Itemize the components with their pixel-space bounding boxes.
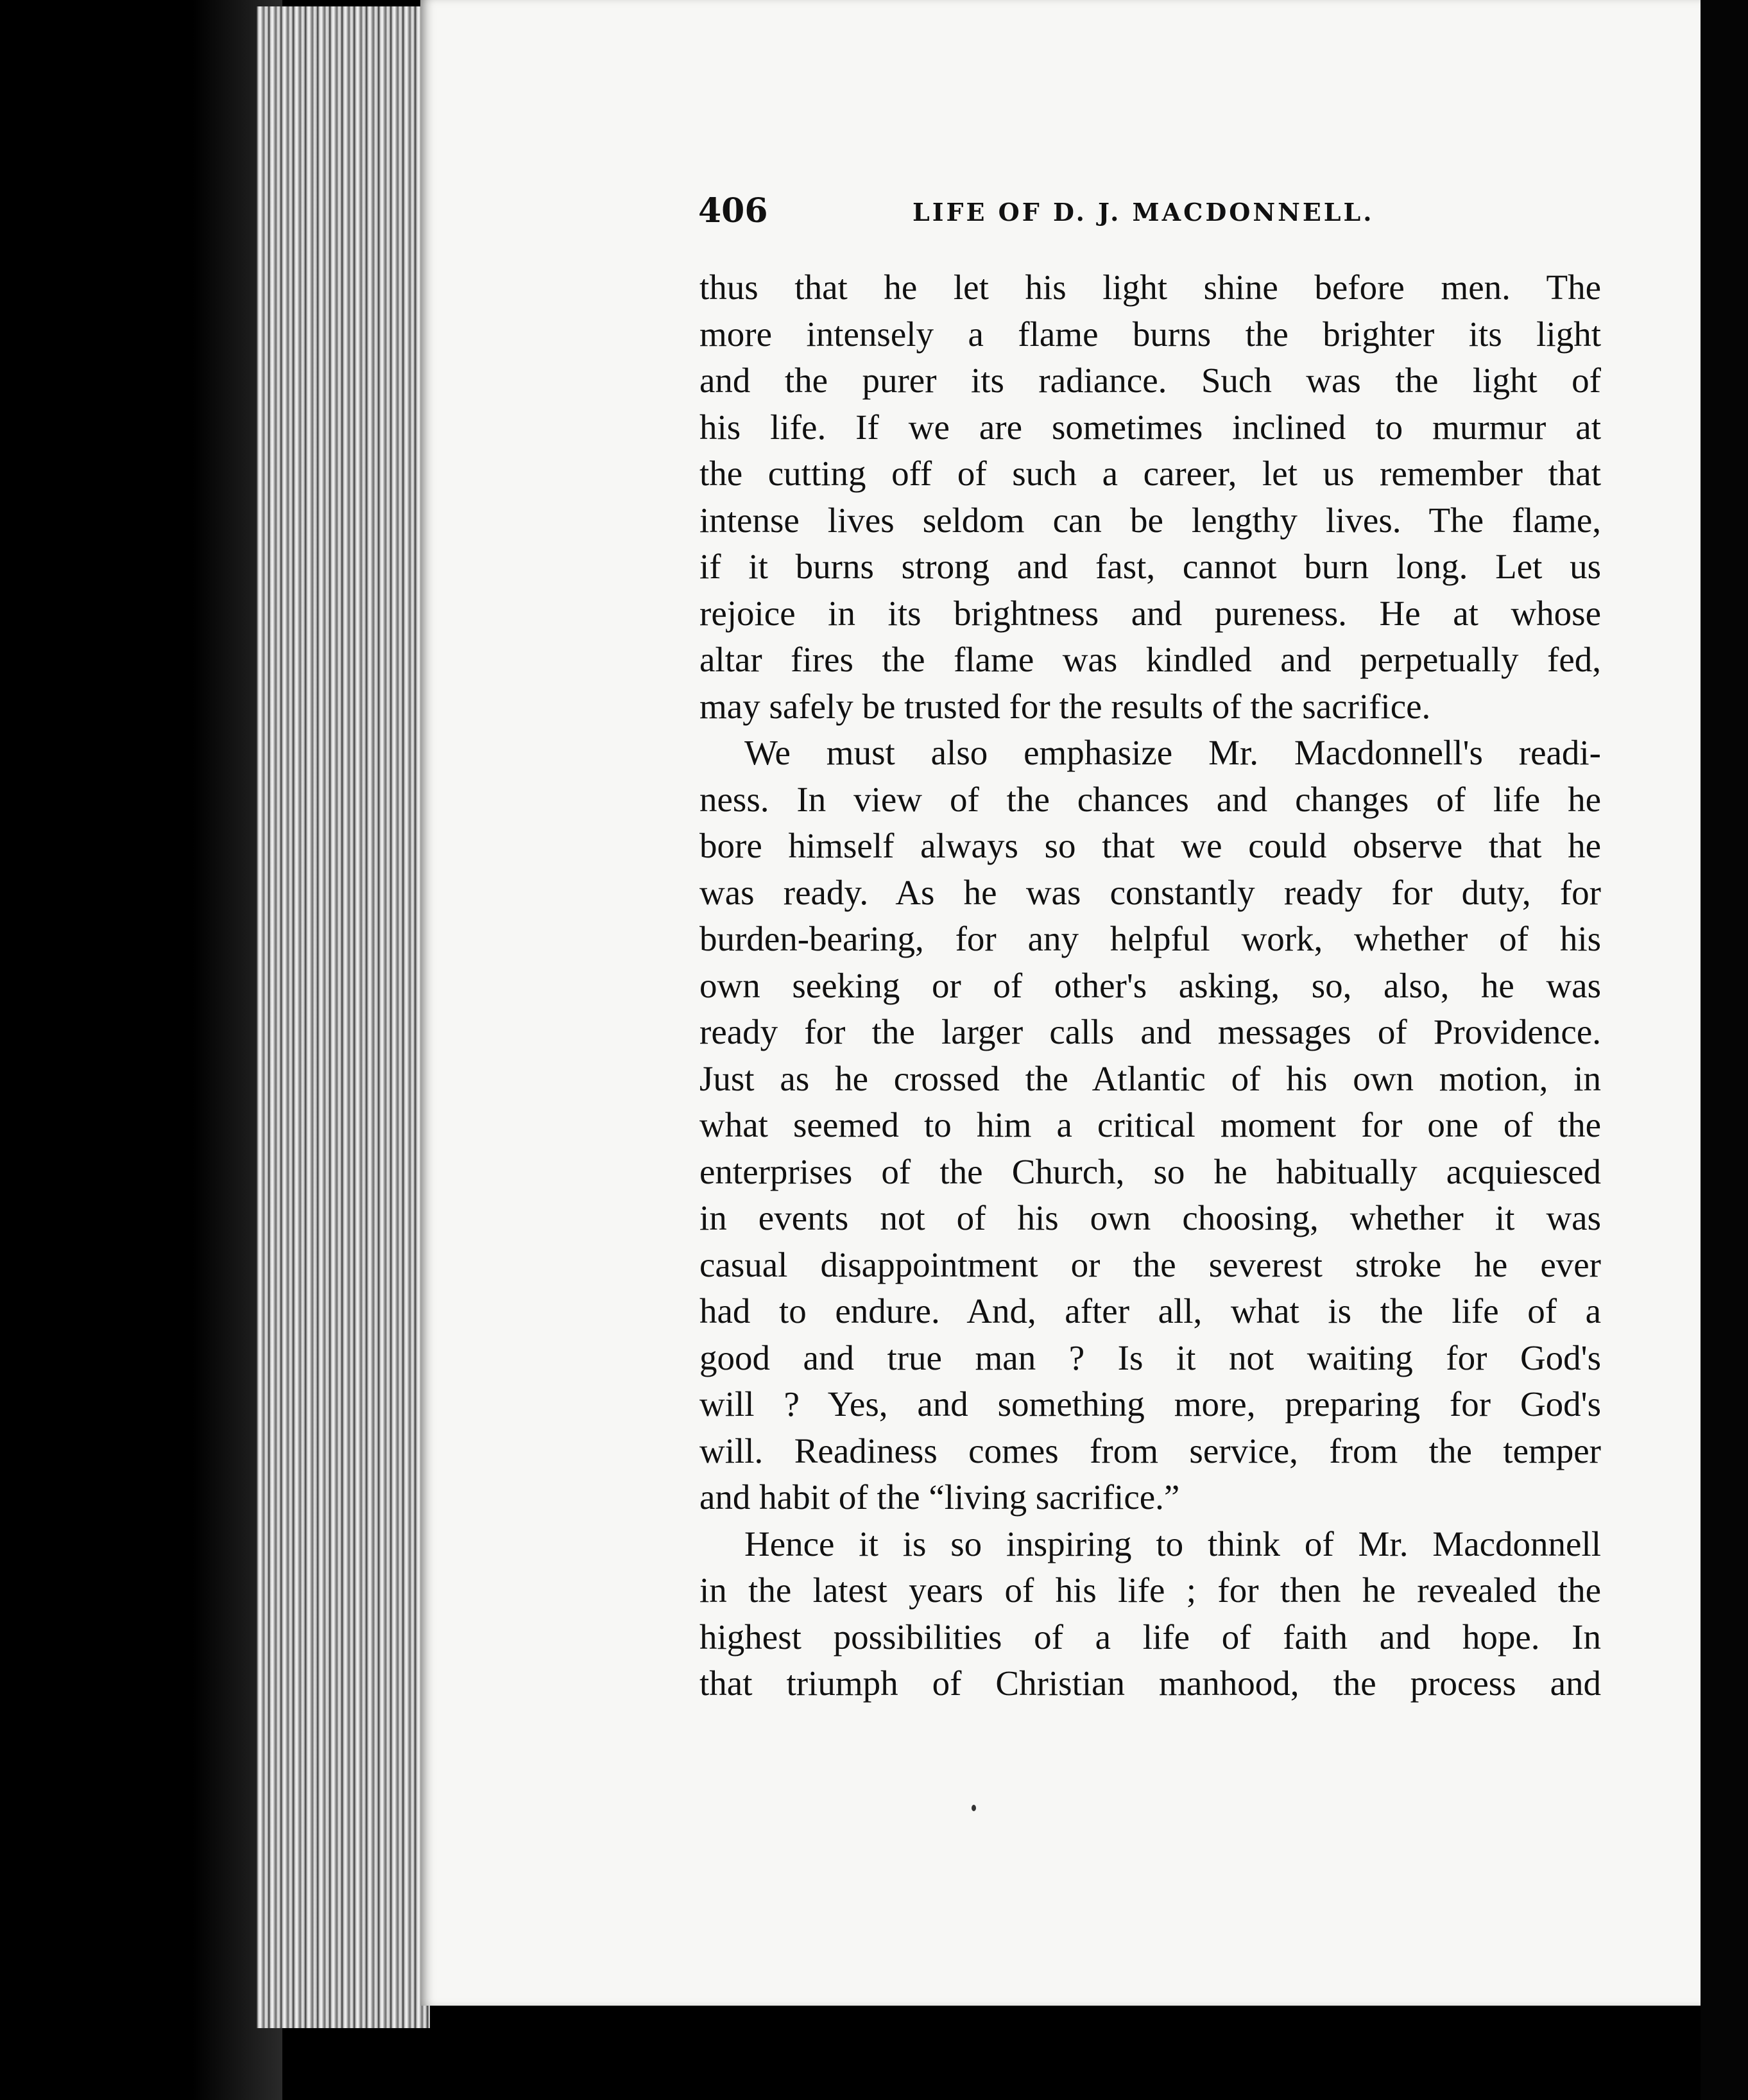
- paragraph-start-line: Hence it is so inspiring to think of Mr. Macdonnell: [744, 1524, 1601, 1563]
- text-line: good and true man ? Is it not waiting for God's: [699, 1338, 1601, 1377]
- text-line: Just as he crossed the Atlantic of his own motion, in: [699, 1058, 1601, 1098]
- running-head: LIFE OF D. J. MACDONNELL.: [913, 198, 1375, 227]
- text-line: will. Readiness comes from service, from the temper: [699, 1431, 1601, 1470]
- text-line: ready for the larger calls and messages of Providence.: [699, 1012, 1601, 1051]
- text-line: and the purer its radiance. Such was the light of: [699, 361, 1601, 400]
- text-line: in the latest years of his life ; for then he revealed the: [699, 1571, 1601, 1610]
- text-line: if it burns strong and fast, cannot burn long. Let us: [699, 547, 1601, 586]
- text-line: casual disappointment or the severest stroke he ever: [699, 1244, 1601, 1284]
- page-edges: [257, 6, 430, 2028]
- text-line: had to endure. And, after all, what is the life of a: [699, 1291, 1601, 1330]
- text-line: and habit of the “living sacrifice.”: [699, 1477, 1180, 1517]
- text-line: will ? Yes, and something more, preparing for God's: [699, 1384, 1601, 1424]
- text-line: what seemed to him a critical moment for one of the: [699, 1105, 1601, 1144]
- right-margin-strip: [1701, 0, 1748, 2100]
- text-line: thus that he let his light shine before men. The: [699, 268, 1601, 307]
- text-line: rejoice in its brightness and pureness. He at whose: [699, 593, 1601, 633]
- paragraph-start-line: We must also emphasize Mr. Macdonnell's readi-: [744, 733, 1601, 772]
- text-line: may safely be trusted for the results of the sacrifice.: [699, 686, 1431, 726]
- text-line: that triumph of Christian manhood, the process and: [699, 1664, 1601, 1703]
- ink-speck: [972, 1805, 976, 1811]
- text-line: more intensely a flame burns the brighter its light: [699, 314, 1601, 354]
- text-line: own seeking or of other's asking, so, also, he was: [699, 965, 1601, 1005]
- page-number: 406: [698, 191, 768, 230]
- text-line: his life. If we are sometimes inclined to murmur at: [699, 407, 1601, 447]
- text-line: was ready. As he was constantly ready for duty, for: [699, 872, 1601, 912]
- text-line: intense lives seldom can be lengthy lives. The flame,: [699, 500, 1601, 540]
- text-line: highest possibilities of a life of faith and hope. In: [699, 1617, 1601, 1657]
- body-text: [699, 264, 1601, 1707]
- text-line: ness. In view of the chances and changes of life he: [699, 779, 1601, 819]
- text-line: in events not of his own choosing, whether it was: [699, 1198, 1601, 1237]
- text-line: enterprises of the Church, so he habitually acquiesced: [699, 1151, 1601, 1191]
- text-line: bore himself always so that we could observe that he: [699, 826, 1601, 865]
- text-line: altar fires the flame was kindled and perpetually fed,: [699, 640, 1601, 679]
- text-line: burden-bearing, for any helpful work, whether of his: [699, 919, 1601, 958]
- text-line: the cutting off of such a career, let us remember that: [699, 454, 1601, 493]
